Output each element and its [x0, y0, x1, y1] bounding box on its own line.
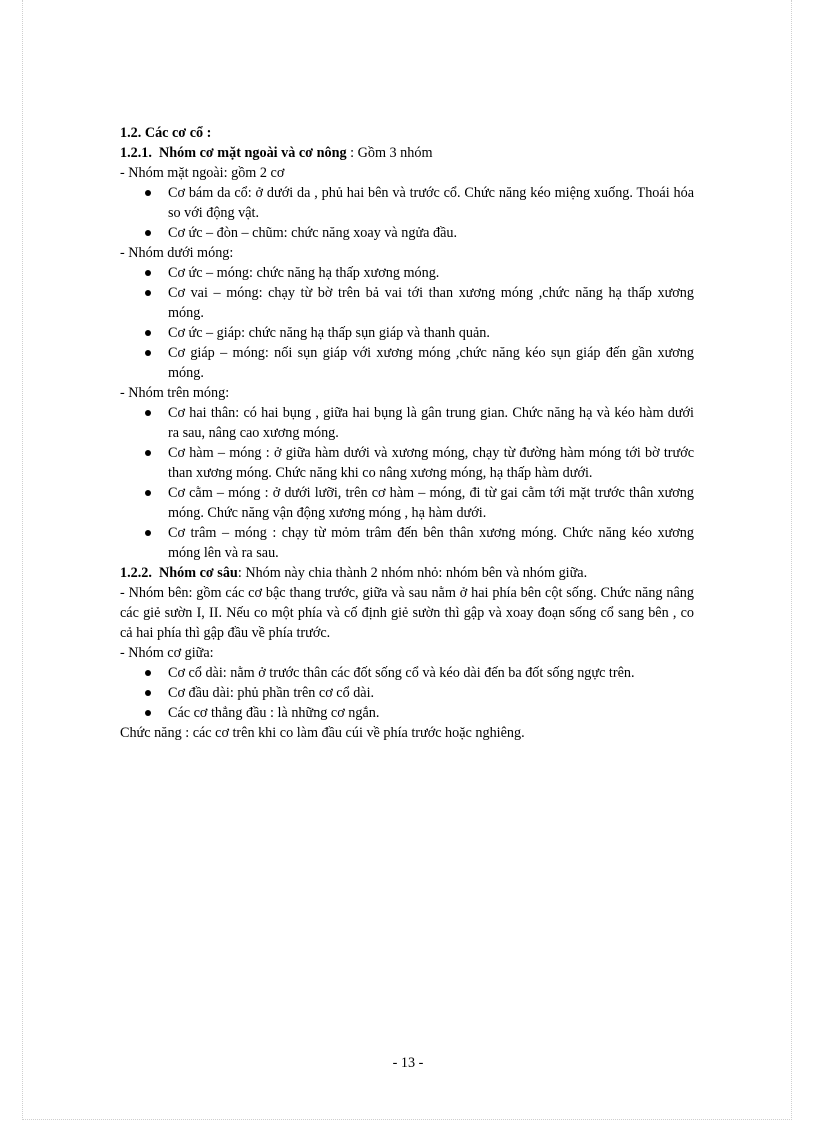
subsection-2-heading [120, 563, 694, 583]
list-item [120, 223, 694, 243]
subsection-1-number: 1.2.1. [120, 145, 152, 161]
group-below-heading: - Nhóm dưới móng: [120, 245, 234, 261]
list-item [120, 703, 694, 723]
list-item-text: Cơ giáp – móng: nối sụn giáp với xương móng ,chức năng kéo sụn giáp đến gần xương móng. [168, 345, 694, 381]
bullet-icon [145, 670, 151, 676]
group-above-heading: - Nhóm trên móng: [120, 385, 230, 401]
bullet-icon [145, 690, 151, 696]
group-outer-list [120, 183, 694, 243]
subsection-1-rest: : Gồm 3 nhóm [346, 145, 433, 161]
list-item-text: Cơ cằm – móng : ở dưới lưỡi, trên cơ hàm – móng, đi từ gai cằm tới mặt trước thân xương móng. Chức năng vận động xương móng , hạ hàm dưới. [168, 485, 694, 521]
list-item [120, 683, 694, 703]
list-item-text: Cơ đầu dài: phủ phần trên cơ cổ dài. [168, 685, 375, 701]
subsection-2-rest: : Nhóm này chia thành 2 nhóm nhỏ: nhóm bên và nhóm giữa. [237, 565, 588, 581]
page-number: - 13 - [392, 1055, 424, 1071]
bullet-icon [145, 230, 151, 236]
list-item-text: Các cơ thẳng đầu : là những cơ ngắn. [168, 705, 380, 721]
list-item-text: Cơ ức – móng: chức năng hạ thấp xương móng. [168, 265, 440, 281]
list-item-text: Cơ bám da cổ: ở dưới da , phủ hai bên và trước cổ. Chức năng kéo miệng xuống. Thoái hóa so với động vật. [168, 185, 694, 221]
group-middle-list [120, 663, 694, 723]
list-item [120, 403, 694, 443]
bullet-icon [145, 450, 151, 456]
group-outer-heading: - Nhóm mặt ngoài: gồm 2 cơ [120, 165, 285, 181]
bullet-icon [145, 490, 151, 496]
bullet-icon [145, 530, 151, 536]
list-item [120, 483, 694, 523]
subsection-1-title: Nhóm cơ mặt ngoài và cơ nông [159, 145, 347, 161]
list-item [120, 523, 694, 563]
subsection-1-heading [120, 143, 694, 163]
subsection-2-number: 1.2.2. [120, 565, 152, 581]
document-body [120, 123, 694, 743]
group-middle-heading: - Nhóm cơ giữa: [120, 645, 214, 661]
list-item-text: Cơ cổ dài: nằm ở trước thân các đốt sống cổ và kéo dài đến ba đốt sống ngực trên. [168, 665, 635, 681]
bullet-icon [145, 330, 151, 336]
list-item [120, 343, 694, 383]
group-above-list [120, 403, 694, 563]
list-item-text: Cơ ức – đòn – chũm: chức năng xoay và ngửa đầu. [168, 225, 458, 241]
list-item-text: Cơ hai thân: có hai bụng , giữa hai bụng là gân trung gian. Chức năng hạ và kéo hàm dưới ra sau, nâng cao xương móng. [168, 405, 694, 441]
list-item-text: Cơ ức – giáp: chức năng hạ thấp sụn giáp và thanh quản. [168, 325, 490, 341]
bullet-icon [145, 350, 151, 356]
list-item [120, 263, 694, 283]
list-item [120, 283, 694, 323]
bullet-icon [145, 270, 151, 276]
bullet-icon [145, 410, 151, 416]
bullet-icon [145, 190, 151, 196]
section-title: 1.2. Các cơ cổ : [120, 125, 212, 141]
group-below-list [120, 263, 694, 383]
bullet-icon [145, 710, 151, 716]
list-item-text: Cơ vai – móng: chạy từ bờ trên bả vai tới than xương móng ,chức năng hạ thấp xương móng. [168, 285, 694, 321]
list-item [120, 183, 694, 223]
function-note: Chức năng : các cơ trên khi co làm đầu cúi về phía trước hoặc nghiêng. [120, 725, 525, 741]
list-item-text: Cơ hàm – móng : ở giữa hàm dưới và xương móng, chạy từ đường hàm móng tới bờ trước than xương móng. Chức năng khi co nâng xương móng, hạ thấp hàm dưới. [168, 445, 694, 481]
bullet-icon [145, 290, 151, 296]
group-side-paragraph: - Nhóm bên: gồm các cơ bậc thang trước, giữa và sau nằm ở hai phía bên cột sống. Chức năng nâng các giẻ sườn I, II. Nếu co một phía và cố định giẻ sườn thì gập và xoay đoạn sống cổ sang bên , co cả hai phía thì gập đầu về phía trước. [120, 585, 694, 641]
subsection-2-title: Nhóm cơ sâu [159, 565, 238, 581]
list-item [120, 663, 694, 683]
list-item [120, 323, 694, 343]
list-item [120, 443, 694, 483]
list-item-text: Cơ trâm – móng : chạy từ mỏm trâm đến bên thân xương móng. Chức năng kéo xương móng lên và ra sau. [168, 525, 694, 561]
